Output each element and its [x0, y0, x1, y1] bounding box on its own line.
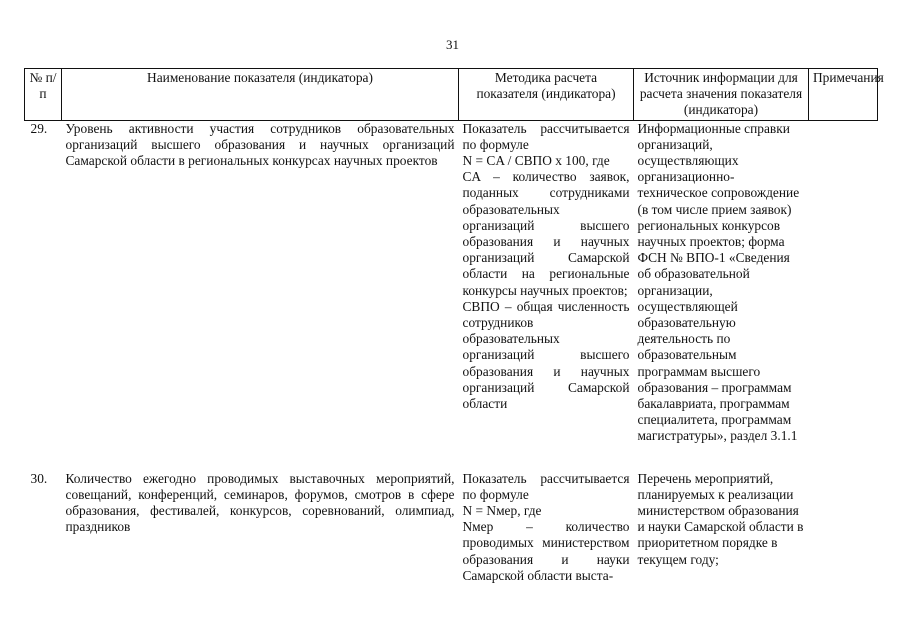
header-num: № п/п	[25, 69, 62, 121]
method-intro: Показатель рассчитывается по формуле	[462, 120, 630, 152]
method-intro: Показатель рассчитывается по формуле	[462, 470, 630, 502]
method-definition: CВПО – общая численность сотрудников образовательных организаций высшего образования и научных организаций Самарской области	[462, 298, 630, 412]
method-cell	[459, 120, 634, 445]
indicator-name: Количество ежегодно проводимых выставочных мероприятий, совещаний, конференций, семинаров, форумов, смотров в сфере образования, фестивалей, конкурсов, соревнований, олимпиад, праздников	[65, 470, 455, 535]
page-number: 31	[446, 37, 459, 52]
method-formula: N = CA / CВПО х 100, где	[462, 153, 610, 169]
source-cell: Информационные справки организаций, осуществляющих организационно-техническое сопровождение (в том числе прием заявок) региональных конкурсов научных проектов; форма ФСН № ВПО-1 «Сведения об образовательной организации, осуществляющей образовательную деятельность по образовательным программам высшего образования – программам бакалавриата, программам специалитета, программам магистратуры», раздел 3.1.1	[637, 120, 800, 444]
method-definition: CA – количество заявок, поданных сотрудниками образовательных организаций высшего образования и научных организаций Самарской области на региональные конкурсы научных проектов;	[462, 169, 630, 298]
table-header-row	[25, 69, 878, 121]
header-notes: Примечания	[809, 69, 878, 121]
method-cell	[459, 445, 634, 584]
source-cell: Перечень мероприятий, планируемых к реализации министерством образования и науки Самарской области в приоритетном порядке в текущем году;	[637, 470, 804, 567]
table-row	[25, 445, 878, 584]
row-number: 29.	[30, 120, 48, 136]
header-name: Наименование показателя (индикатора)	[62, 69, 459, 121]
row-number: 30.	[30, 470, 48, 486]
table-row	[25, 120, 878, 445]
method-formula: N = Nмер, где	[462, 503, 542, 519]
notes-cell	[809, 445, 878, 584]
header-method: Методика расчета показателя (индикатора)	[459, 69, 634, 121]
indicator-name: Уровень активности участия сотрудников образовательных организаций высшего образования и научных организаций Самарской области в региональных конкурсах научных проектов	[65, 120, 455, 169]
indicator-table	[24, 68, 884, 584]
notes-cell	[809, 120, 878, 445]
method-definition: Nмер – количество проводимых министерством образования и науки Самарской области выста-	[462, 519, 630, 583]
header-source: Источник информации для расчета значения показателя (индикатора)	[634, 69, 809, 121]
